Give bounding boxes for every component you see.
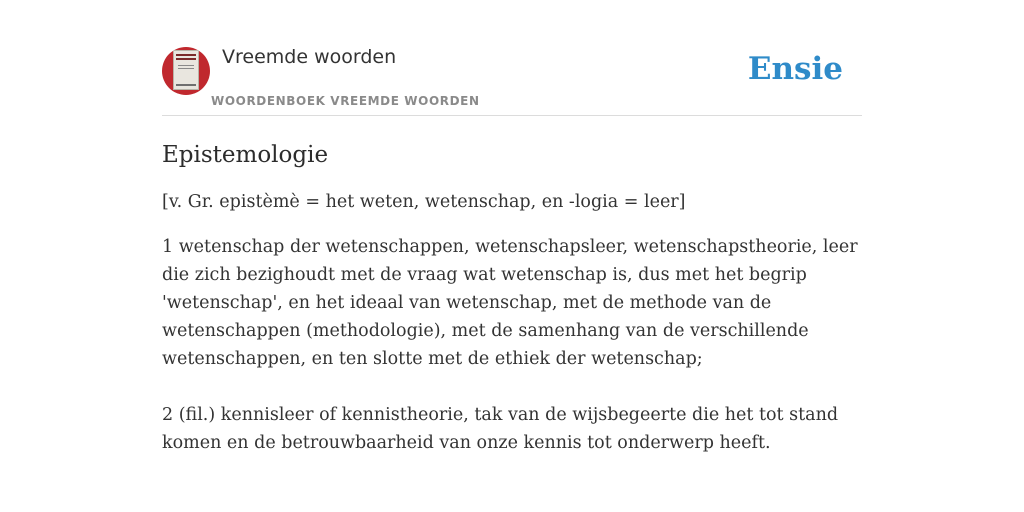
dictionary-avatar[interactable] [162,47,210,95]
dictionary-title[interactable]: Vreemde woorden [222,46,397,68]
entry-headword: Epistemologie [162,142,329,168]
ensie-logo[interactable]: Ensie [747,51,843,87]
entry-etymology: [v. Gr. epistèmè = het weten, wetenschap, en -logia = leer] [162,192,686,212]
definition-item: 2 (fil.) kennisleer of kennistheorie, tak van de wijsbegeerte die het tot stand komen en de betrouwbaarheid van onze kennis tot onderwerp heeft. [162,405,839,453]
entry-definition [162,233,862,457]
entry-content [162,140,862,457]
dictionary-subtitle: WOORDENBOEK VREEMDE WOORDEN [211,94,480,108]
page-header [162,44,862,116]
definition-item: 1 wetenschap der wetenschappen, wetenschapsleer, wetenschapstheorie, leer die zich bezighoudt met de vraag wat wetenschap is, dus met het begrip 'wetenschap', en het ideaal van wetenschap, met de methode van de wetenschappen (methodologie), met de samenhang van de verschillende wetenschappen, en ten slotte met de ethiek der wetenschap; [162,237,858,369]
book-cover-image [173,50,199,90]
